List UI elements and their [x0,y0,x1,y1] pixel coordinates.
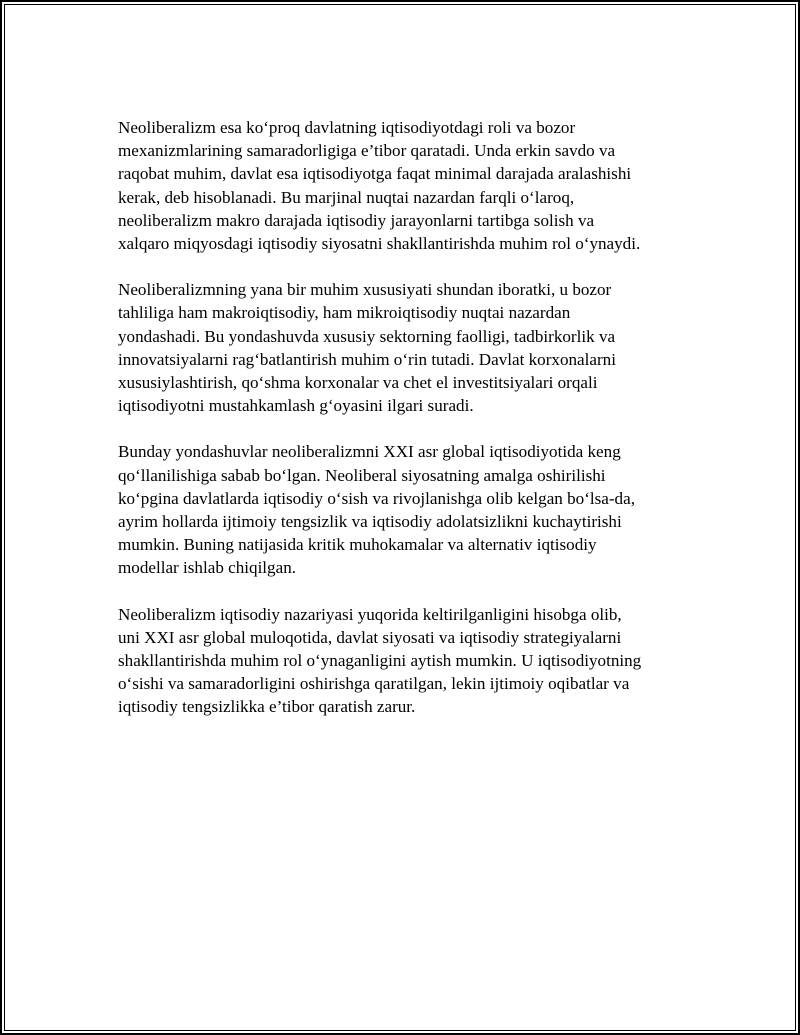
text-line: innovatsiyalarni rag‘batlantirish muhim o‘rin tutadi. Davlat korxonalarni [118,349,616,369]
text-line: neoliberalizm makro darajada iqtisodiy jarayonlarni tartibga solish va [118,210,595,230]
text-line: Neoliberalizm esa ko‘proq davlatning iqtisodiyotdagi roli va bozor [118,118,576,137]
text-line: Neoliberalizmning yana bir muhim xususiyati shundan iboratki, u bozor [118,280,612,300]
text-line: iqtisodiyotni mustahkamlash g‘oyasini ilgari suradi. [118,396,474,416]
text-line: kerak, deb hisoblanadi. Bu marjinal nuqtai nazardan farqli o‘laroq, [118,187,575,207]
text-line: xususiylashtirish, qo‘shma korxonalar va chet el investitsiyalari orqali [118,373,598,393]
text-line: raqobat muhim, davlat esa iqtisodiyotga faqat minimal darajada aralashishi [118,164,632,184]
text-line: uni XXI asr global muloqotida, davlat siyosati va iqtisodiy strategiyalarni [118,627,622,647]
text-line: ko‘pgina davlatlarda iqtisodiy o‘sish va rivojlanishga olib kelgan bo‘lsa-da, [118,488,635,508]
text-line: qo‘llanilishiga sabab bo‘lgan. Neoliberal siyosatning amalga oshirilishi [118,465,606,485]
paragraph-1 [118,116,688,255]
text-line: mexanizmlarining samaradorligiga e’tibor qaratadi. Unda erkin savdo va [118,141,616,161]
text-line: iqtisodiy tengsizlikka e’tibor qaratish zarur. [118,697,416,717]
text-line: shakllantirishda muhim rol o‘ynaganligini aytish mumkin. U iqtisodiyotning [118,651,642,671]
text-line: mumkin. Buning natijasida kritik muhokamalar va alternativ iqtisodiy [118,535,597,555]
text-line: Neoliberalizm iqtisodiy nazariyasi yuqorida keltirilganligini hisobga olib, [118,604,622,624]
text-line: Bunday yondashuvlar neoliberalizmni XXI asr global iqtisodiyotida keng [118,442,621,462]
paragraph-3 [118,440,688,579]
text-line: yondashadi. Bu yondashuvda xususiy sektorning faolligi, tadbirkorlik va [118,326,616,346]
text-line: modellar ishlab chiqilgan. [118,558,297,578]
document-body [118,116,688,742]
paragraph-4 [118,603,688,719]
text-line: o‘sishi va samaradorligini oshirishga qaratilgan, lekin ijtimoiy oqibatlar va [118,674,630,694]
text-line: xalqaro miqyosdagi iqtisodiy siyosatni shakllantirishda muhim rol o‘ynaydi. [118,234,641,254]
paragraph-2 [118,278,688,417]
text-line: tahliliga ham makroiqtisodiy, ham mikroiqtisodiy nuqtai nazardan [118,303,571,323]
text-line: ayrim hollarda ijtimoiy tengsizlik va iqtisodiy adolatsizlikni kuchaytirishi [118,512,622,532]
